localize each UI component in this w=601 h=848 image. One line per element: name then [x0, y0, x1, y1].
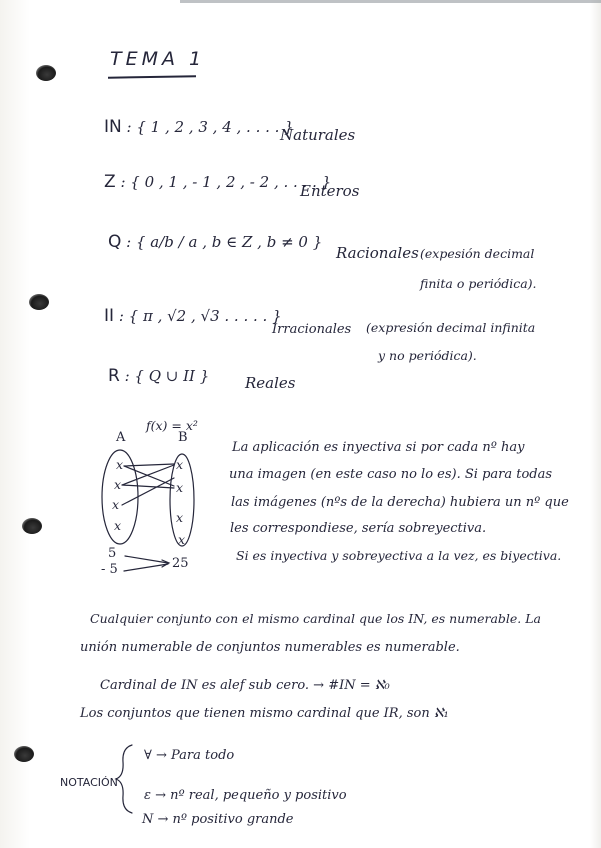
domain-value: - 5 [101, 562, 118, 577]
set-note: y no periódica). [378, 348, 477, 363]
explanation-line: una imagen (en este caso no lo es). Si para todas [229, 467, 553, 482]
set-a-element: x [114, 518, 122, 533]
set-content: : { 0 , 1 , - 1 , 2 , - 2 , . . . . } [120, 173, 332, 191]
notation-item: ε → nº real, pequeño y positivo [144, 788, 347, 803]
set-name: Naturales [280, 126, 356, 144]
notation-item: ∀ → Para todo [144, 748, 235, 763]
domain-value: 5 [108, 546, 117, 561]
notation-item: N → nº positivo grande [142, 812, 294, 827]
cardinal-line: Cardinal de IN es alef sub cero. → #IN = ℵ₀ [100, 678, 390, 693]
set-a-element: x [114, 477, 122, 492]
set-name: Irracionales [272, 322, 352, 337]
explanation-line: las imágenes (nºs de la derecha) hubiera un nº que [231, 495, 569, 510]
set-content: : { a/b / a , b ∈ Z , b ≠ 0 } [126, 233, 323, 251]
set-content: : { 1 , 2 , 3 , 4 , . . . . } [126, 118, 294, 136]
set-name: Enteros [300, 182, 360, 200]
set-content: : { Q ∪ II } [124, 367, 210, 385]
set-a-element: x [116, 457, 124, 472]
cardinal-line: Los conjuntos que tienen mismo cardinal que IR, son ℵ₁ [80, 706, 449, 721]
image-value: 25 [172, 556, 189, 571]
set-name: Racionales [336, 244, 419, 262]
set-note: (expesión decimal [420, 246, 535, 261]
set-a-element: x [112, 497, 120, 512]
set-content: : { π , √2 , √3 . . . . . } [118, 307, 282, 325]
set-b-element: x [176, 480, 184, 495]
set-symbol: R [108, 366, 120, 386]
set-symbol: Q [108, 232, 122, 252]
notation-label: NOTACIÓN [60, 776, 118, 789]
set-symbol: IN [104, 117, 122, 137]
set-b-element: x [176, 510, 184, 525]
function-label: f(x) = x² [146, 418, 198, 433]
cardinal-line: unión numerable de conjuntos numerables es numerable. [80, 640, 460, 655]
set-b-label: B [178, 430, 188, 445]
set-b-element: x [178, 532, 186, 547]
set-b-element: x [176, 457, 184, 472]
explanation-line: La aplicación es inyectiva si por cada nº hay [232, 440, 525, 455]
explanation-line: les correspondiese, sería sobreyectiva. [230, 521, 487, 536]
cardinal-line: Cualquier conjunto con el mismo cardinal que los IN, es numerable. La [90, 611, 541, 626]
set-name: Reales [245, 374, 296, 392]
set-note: finita o periódica). [420, 276, 537, 291]
set-symbol: II [104, 306, 115, 326]
set-note: (expresión decimal infinita [366, 320, 536, 335]
set-a-label: A [116, 430, 126, 445]
set-symbol: Z [104, 172, 116, 192]
explanation-line: Si es inyectiva y sobreyectiva a la vez, es biyectiva. [236, 548, 562, 563]
page-title: TEMA 1 [110, 48, 206, 70]
